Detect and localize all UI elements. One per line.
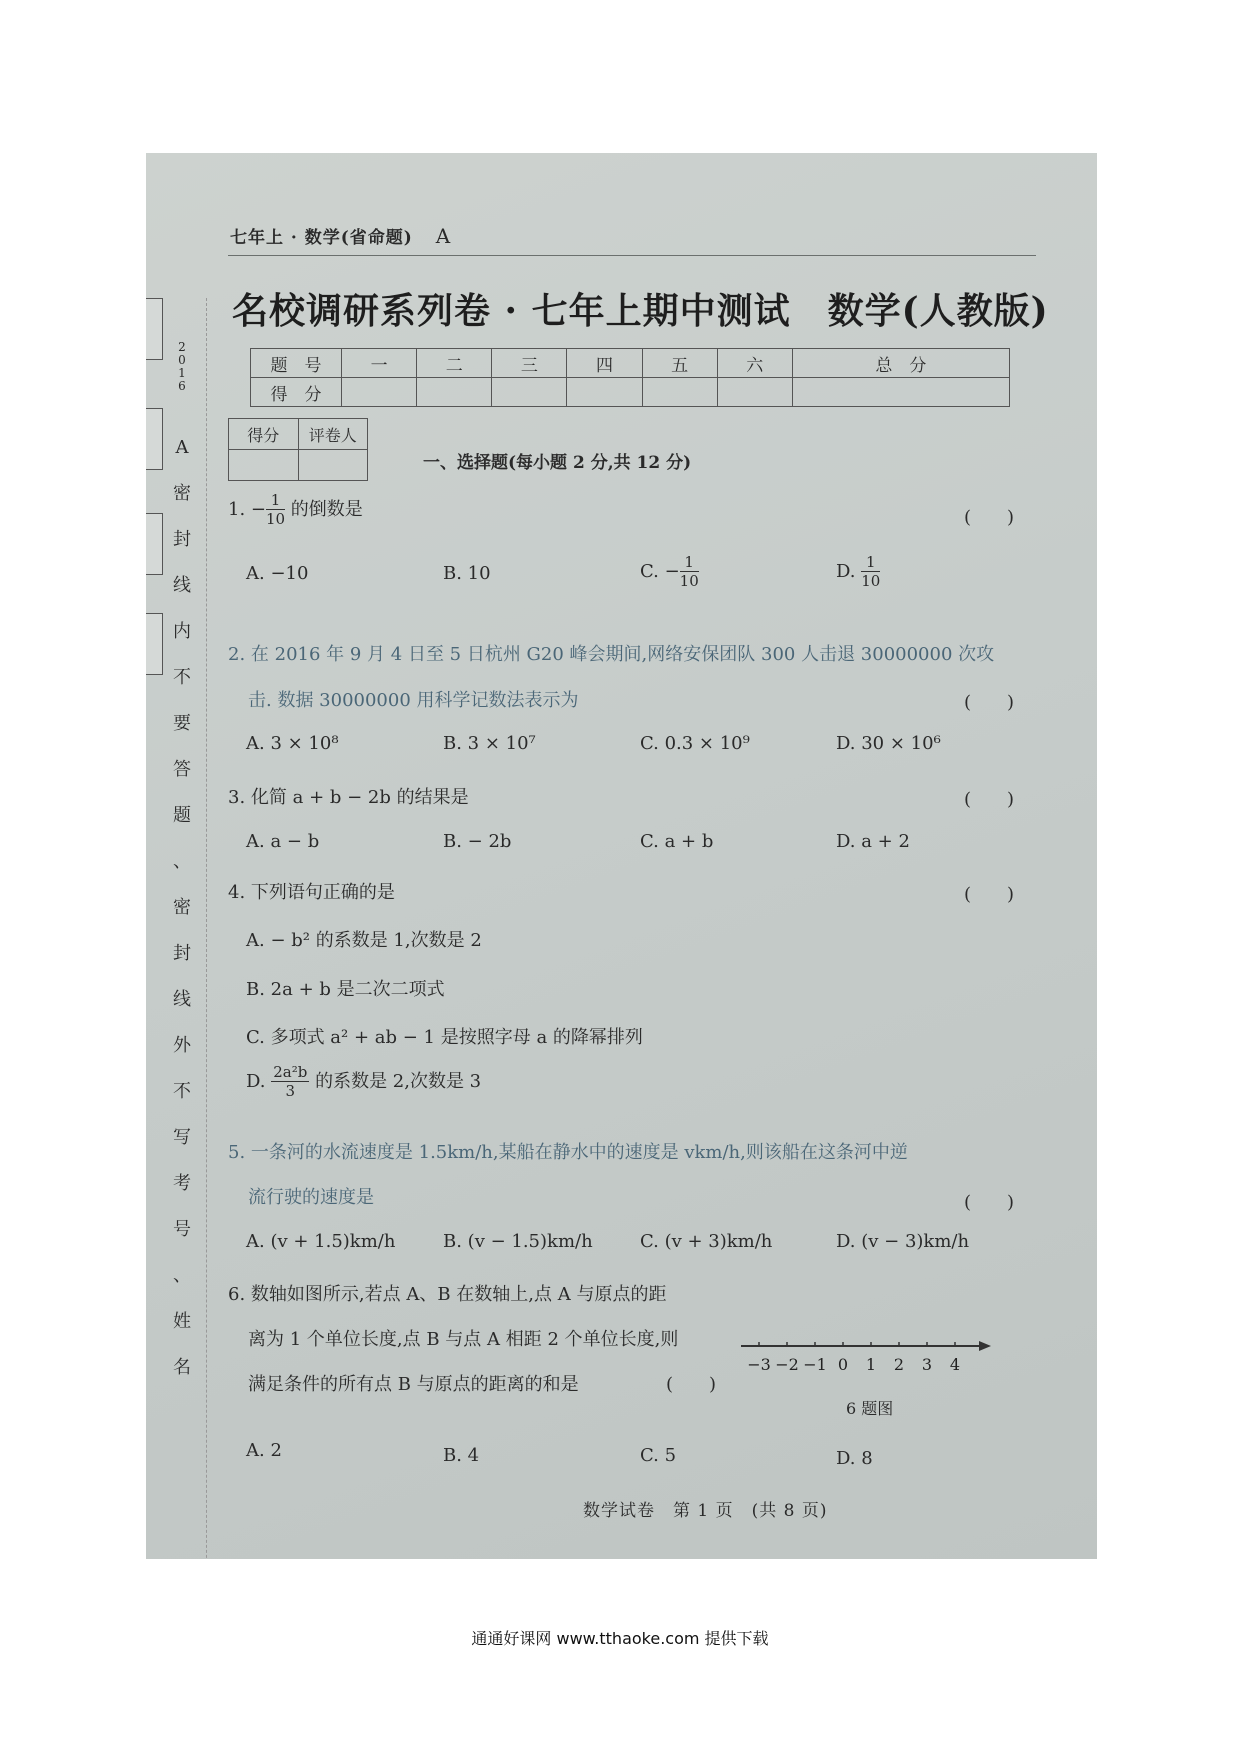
fraction-numerator: 1 <box>266 493 285 510</box>
axis-tick-label: 1 <box>865 1355 877 1374</box>
question-5-stem: 流行驶的速度是 <box>248 1187 374 1208</box>
fraction <box>271 1065 309 1099</box>
table-cell: 二 <box>417 349 492 378</box>
exam-photo <box>146 153 1097 1559</box>
option-a[interactable]: A. 3 × 10⁸ <box>246 733 339 754</box>
question-2-stem: 击. 数据 30000000 用科学记数法表示为 <box>248 690 579 711</box>
option-d[interactable] <box>836 555 880 589</box>
paper-grade: A <box>435 224 452 248</box>
section-heading: 一、选择题(每小题 2 分,共 12 分) <box>423 453 692 473</box>
table-cell: 五 <box>642 349 717 378</box>
margin-char: 姓 <box>173 1311 191 1332</box>
option-a[interactable]: A. (v + 1.5)km/h <box>246 1231 396 1252</box>
axis-tick-label: −1 <box>803 1355 827 1374</box>
score-cell[interactable] <box>792 378 1009 407</box>
score-table <box>250 348 1010 407</box>
option-b[interactable]: B. 4 <box>443 1445 480 1466</box>
question-5-stem: 5. 一条河的水流速度是 1.5km/h,某船在静水中的速度是 vkm/h,则该船在这条河中逆 <box>228 1142 908 1163</box>
margin-char: 、 <box>173 851 191 872</box>
grader-table <box>228 418 368 481</box>
margin-char: 不 <box>173 667 191 688</box>
answer-bracket[interactable]: ( ) <box>666 1374 717 1395</box>
margin-tab <box>146 613 163 675</box>
option-c[interactable]: C. 5 <box>640 1445 677 1466</box>
question-text: 的倒数是 <box>285 499 363 520</box>
question-1-stem <box>228 493 363 527</box>
margin-year <box>176 341 188 393</box>
margin-char: 封 <box>173 943 191 964</box>
score-cell[interactable] <box>229 450 299 481</box>
score-table-score-row <box>251 378 1010 407</box>
axis-tick-label: 4 <box>949 1355 961 1374</box>
score-cell[interactable] <box>642 378 717 407</box>
score-cell[interactable] <box>342 378 417 407</box>
fraction <box>680 555 699 589</box>
margin-char: 写 <box>173 1127 191 1148</box>
option-c[interactable]: C. (v + 3)km/h <box>640 1231 773 1252</box>
option-b[interactable]: B. 2a + b 是二次二项式 <box>246 979 445 1000</box>
fraction <box>266 493 285 527</box>
table-cell: 一 <box>342 349 417 378</box>
axis-tick-label: 0 <box>837 1355 849 1374</box>
header-label: 七年上 · 数学(省命题) <box>230 228 413 248</box>
fraction-numerator: 1 <box>861 555 880 572</box>
fraction-numerator: 2a²b <box>273 1063 308 1081</box>
table-cell: 四 <box>567 349 642 378</box>
margin-year-digit: 6 <box>178 379 186 393</box>
option-b[interactable]: B. − 2b <box>443 831 512 852</box>
option-c[interactable]: C. 多项式 a² + ab − 1 是按照字母 a 的降幂排列 <box>246 1027 643 1048</box>
margin-year-digit: 0 <box>178 353 186 367</box>
grader-cell[interactable] <box>298 450 368 481</box>
score-cell[interactable] <box>567 378 642 407</box>
question-6-stem: 满足条件的所有点 B 与原点的距离的和是 <box>248 1374 579 1395</box>
option-b[interactable]: B. 10 <box>443 563 491 584</box>
margin-char: 线 <box>173 575 191 596</box>
axis-tick-label: −2 <box>775 1355 799 1374</box>
option-b[interactable]: B. (v − 1.5)km/h <box>443 1231 593 1252</box>
score-cell[interactable] <box>492 378 567 407</box>
page-footer: 数学试卷 第 1 页 (共 8 页) <box>583 1501 828 1521</box>
option-d[interactable] <box>246 1065 481 1099</box>
number-line-figure <box>741 1338 991 1383</box>
option-a[interactable]: A. − b² 的系数是 1,次数是 2 <box>246 930 482 951</box>
table-cell: 评卷人 <box>298 419 368 450</box>
fraction-denominator: 10 <box>679 572 699 590</box>
score-cell[interactable] <box>717 378 792 407</box>
fraction-denominator: 10 <box>861 572 881 590</box>
option-text: D. <box>246 1071 272 1092</box>
paper-header <box>230 223 451 248</box>
answer-bracket[interactable]: ( ) <box>964 884 1015 905</box>
margin-char: 题 <box>173 805 191 826</box>
margin-tab <box>146 408 163 470</box>
table-cell: 三 <box>492 349 567 378</box>
margin-char: 名 <box>173 1357 191 1378</box>
answer-bracket[interactable]: ( ) <box>964 507 1015 528</box>
axis-tick-label: −3 <box>747 1355 771 1374</box>
margin-char: 、 <box>173 1265 191 1286</box>
arrow-icon <box>979 1341 991 1351</box>
margin-char: 密 <box>173 897 191 918</box>
margin-char: 密 <box>173 483 191 504</box>
margin-char: 答 <box>173 759 191 780</box>
margin-year-digit: 2 <box>178 340 186 354</box>
fraction-denominator: 3 <box>285 1082 296 1100</box>
fraction <box>861 555 880 589</box>
table-cell: 总 分 <box>792 349 1009 378</box>
table-cell: 六 <box>717 349 792 378</box>
option-a[interactable]: A. 2 <box>246 1440 282 1461</box>
option-text: D. <box>836 561 862 582</box>
seal-line <box>206 298 207 1559</box>
table-cell: 得 分 <box>251 378 342 407</box>
page-title: 名校调研系列卷 · 七年上期中测试 数学(人教版) <box>232 290 1049 332</box>
axis-tick-label: 3 <box>921 1355 933 1374</box>
answer-bracket[interactable]: ( ) <box>964 1192 1015 1213</box>
question-6-stem: 6. 数轴如图所示,若点 A、B 在数轴上,点 A 与原点的距 <box>228 1284 667 1305</box>
option-a[interactable]: A. −10 <box>246 563 309 584</box>
margin-char: 封 <box>173 529 191 550</box>
option-a[interactable]: A. a − b <box>246 831 320 852</box>
header-rule <box>228 255 1036 256</box>
table-cell: 题 号 <box>251 349 342 378</box>
download-credit: 通通好课网 www.tthaoke.com 提供下载 <box>471 1629 769 1648</box>
margin-char: 线 <box>173 989 191 1010</box>
answer-bracket[interactable]: ( ) <box>964 692 1015 713</box>
question-2-stem: 2. 在 2016 年 9 月 4 日至 5 日杭州 G20 峰会期间,网络安保团队 300 人击退 30000000 次攻 <box>228 644 995 665</box>
fraction-denominator: 10 <box>265 510 286 528</box>
axis-tick-label: 2 <box>893 1355 905 1374</box>
question-3-stem: 3. 化简 a + b − 2b 的结果是 <box>228 787 469 808</box>
margin-char: 内 <box>173 621 191 642</box>
question-text: 1. − <box>228 499 266 520</box>
figure-caption: 6 题图 <box>846 1399 894 1418</box>
margin-char: A <box>175 437 189 458</box>
option-d[interactable]: D. 8 <box>836 1448 873 1469</box>
option-d[interactable]: D. (v − 3)km/h <box>836 1231 970 1252</box>
margin-tab <box>146 298 163 360</box>
fraction-numerator: 1 <box>680 555 699 572</box>
option-d[interactable]: D. a + 2 <box>836 831 910 852</box>
option-text: 的系数是 2,次数是 3 <box>309 1071 482 1092</box>
option-c[interactable] <box>640 555 699 589</box>
margin-char: 不 <box>173 1081 191 1102</box>
answer-bracket[interactable]: ( ) <box>964 789 1015 810</box>
option-d[interactable]: D. 30 × 10⁶ <box>836 733 941 754</box>
option-c[interactable]: C. a + b <box>640 831 714 852</box>
margin-char: 要 <box>173 713 191 734</box>
question-4-stem: 4. 下列语句正确的是 <box>228 882 395 903</box>
margin-char: 考 <box>173 1173 191 1194</box>
margin-tab <box>146 513 163 575</box>
margin-year-digit: 1 <box>178 366 186 380</box>
score-cell[interactable] <box>417 378 492 407</box>
question-6-stem: 离为 1 个单位长度,点 B 与点 A 相距 2 个单位长度,则 <box>248 1329 679 1350</box>
option-text: C. − <box>640 561 680 582</box>
table-cell: 得分 <box>229 419 299 450</box>
margin-char: 外 <box>173 1035 191 1056</box>
margin-char: 号 <box>173 1219 191 1240</box>
margin-seal-text <box>172 425 192 1391</box>
option-c[interactable]: C. 0.3 × 10⁹ <box>640 733 750 754</box>
option-b[interactable]: B. 3 × 10⁷ <box>443 733 536 754</box>
score-table-header-row <box>251 349 1010 378</box>
